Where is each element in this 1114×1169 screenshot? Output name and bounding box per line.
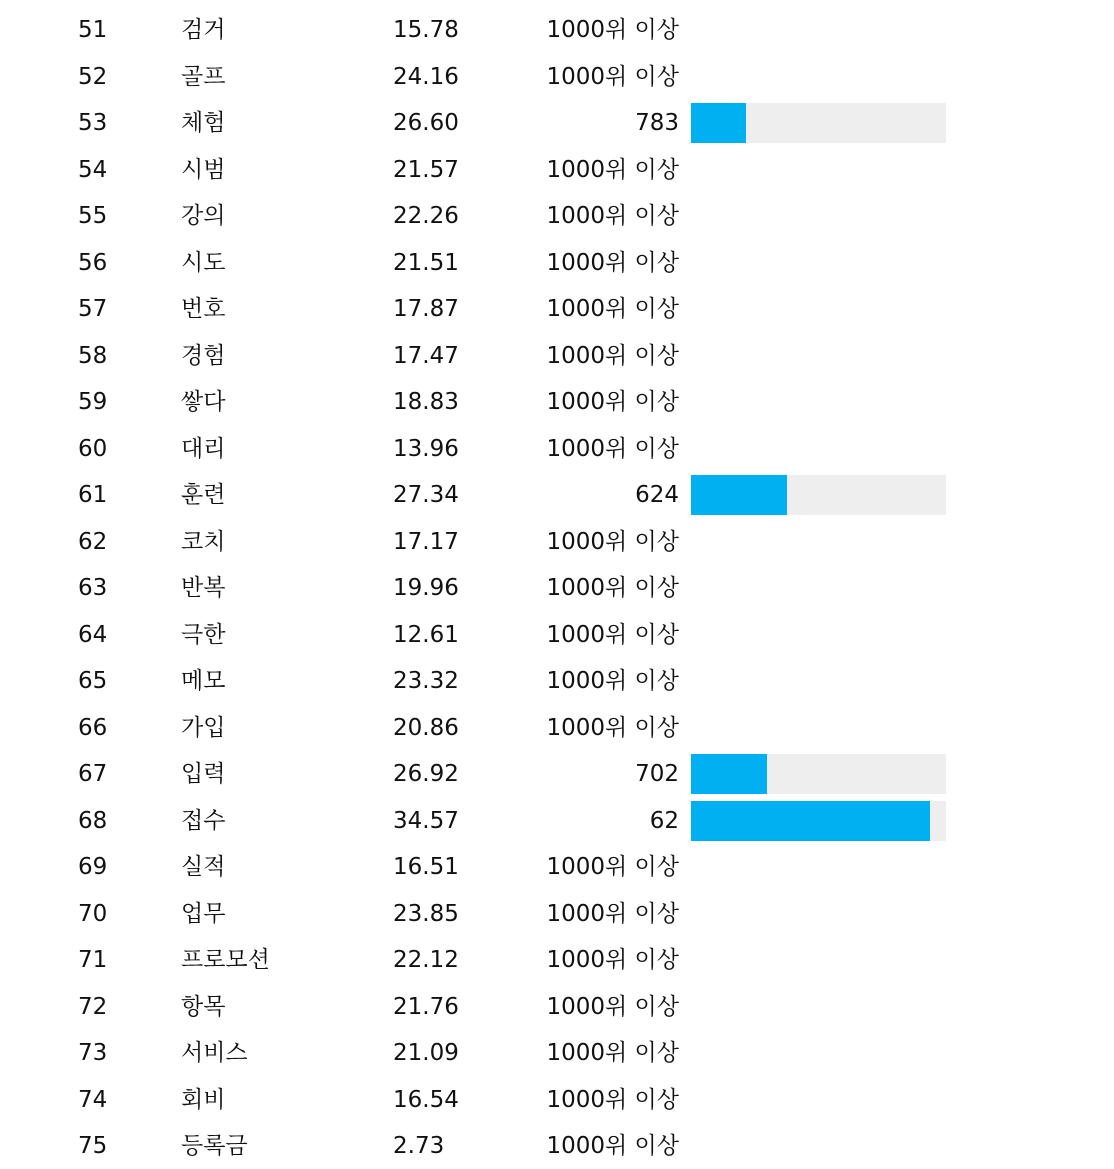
score-cell: 2.73 [393, 1133, 445, 1159]
row-number: 62 [78, 528, 108, 555]
row-number: 70 [78, 900, 108, 927]
keyword-cell: 강의 [181, 203, 226, 229]
score-cell: 17.87 [393, 296, 459, 322]
rank-cell: 1000위 이상 [546, 668, 679, 694]
rank-bar-fill [691, 475, 787, 515]
table-row [0, 984, 1114, 1030]
keyword-cell: 경험 [181, 342, 226, 369]
keyword-cell: 골프 [181, 63, 226, 90]
rank-cell: 1000위 이상 [546, 993, 679, 1020]
row-number: 54 [78, 156, 108, 183]
score-cell: 16.54 [393, 1086, 459, 1113]
row-number: 56 [78, 249, 108, 276]
score-cell: 17.47 [393, 342, 459, 369]
row-number: 72 [78, 993, 108, 1020]
row-number: 57 [78, 296, 108, 322]
row-number: 69 [78, 854, 108, 880]
rank-cell: 1000위 이상 [546, 575, 679, 601]
row-number: 51 [78, 17, 108, 43]
row-number: 59 [78, 389, 108, 415]
table-row [0, 147, 1114, 193]
score-cell: 23.32 [393, 668, 459, 694]
table-row [0, 1123, 1114, 1169]
score-cell: 22.26 [393, 203, 459, 229]
score-cell: 15.78 [393, 17, 459, 43]
row-number: 67 [78, 761, 108, 787]
table-row [0, 333, 1114, 379]
rank-bar-track [691, 754, 946, 794]
table-row [0, 54, 1114, 100]
table-row [0, 286, 1114, 332]
keyword-cell: 접수 [181, 807, 226, 834]
table-row [0, 798, 1114, 844]
table-row [0, 565, 1114, 611]
rank-cell: 1000위 이상 [546, 1133, 679, 1159]
table-row [0, 658, 1114, 704]
table-row [0, 612, 1114, 658]
score-cell: 20.86 [393, 714, 459, 741]
score-cell: 18.83 [393, 389, 459, 415]
keyword-cell: 입력 [181, 761, 226, 787]
score-cell: 27.34 [393, 482, 459, 508]
rank-cell: 1000위 이상 [546, 203, 679, 229]
rank-cell: 1000위 이상 [546, 947, 679, 973]
keyword-cell: 메모 [181, 668, 226, 694]
score-cell: 13.96 [393, 435, 459, 462]
row-number: 71 [78, 947, 108, 973]
table-row [0, 1030, 1114, 1076]
row-number: 60 [78, 435, 108, 462]
row-number: 66 [78, 714, 108, 741]
keyword-cell: 실적 [181, 854, 226, 880]
table-row [0, 1077, 1114, 1123]
score-cell: 16.51 [393, 854, 459, 880]
table-row [0, 193, 1114, 239]
score-cell: 34.57 [393, 807, 459, 834]
table-row [0, 426, 1114, 472]
rank-cell: 702 [635, 761, 679, 787]
keyword-cell: 가입 [181, 714, 226, 741]
keyword-cell: 체험 [181, 110, 226, 136]
keyword-cell: 극한 [181, 621, 226, 648]
rank-cell: 1000위 이상 [546, 528, 679, 555]
keyword-cell: 대리 [181, 435, 226, 462]
keyword-cell: 검거 [181, 17, 226, 43]
keyword-cell: 코치 [181, 528, 226, 555]
keyword-cell: 훈련 [181, 482, 226, 508]
keyword-cell: 반복 [181, 575, 226, 601]
row-number: 74 [78, 1086, 108, 1113]
keyword-cell: 회비 [181, 1086, 226, 1113]
table-row [0, 705, 1114, 751]
keyword-cell: 번호 [181, 296, 226, 322]
rank-bar-fill [691, 754, 767, 794]
rank-cell: 783 [635, 110, 679, 136]
table-row [0, 844, 1114, 890]
row-number: 64 [78, 621, 108, 648]
row-number: 65 [78, 668, 108, 694]
score-cell: 21.57 [393, 156, 459, 183]
rank-bar-fill [691, 103, 746, 143]
keyword-cell: 시도 [181, 249, 226, 276]
rank-cell: 1000위 이상 [546, 714, 679, 741]
row-number: 75 [78, 1133, 108, 1159]
row-number: 61 [78, 482, 108, 508]
keyword-cell: 업무 [181, 900, 226, 927]
table-row [0, 937, 1114, 983]
rank-cell: 1000위 이상 [546, 342, 679, 369]
rank-cell: 1000위 이상 [546, 389, 679, 415]
keyword-cell: 서비스 [181, 1040, 248, 1066]
score-cell: 12.61 [393, 621, 459, 648]
table-row [0, 751, 1114, 797]
keyword-cell: 쌓다 [181, 389, 226, 415]
score-cell: 21.09 [393, 1040, 459, 1066]
rank-cell: 624 [635, 482, 679, 508]
rank-cell: 1000위 이상 [546, 17, 679, 43]
row-number: 58 [78, 342, 108, 369]
rank-cell: 1000위 이상 [546, 1086, 679, 1113]
table-row [0, 240, 1114, 286]
rank-cell: 1000위 이상 [546, 621, 679, 648]
rank-bar-track [691, 801, 946, 841]
rank-cell: 62 [649, 807, 679, 834]
keyword-cell: 프로모션 [181, 947, 270, 973]
table-row [0, 472, 1114, 518]
score-cell: 21.76 [393, 993, 459, 1020]
score-cell: 24.16 [393, 63, 459, 90]
rank-bar-track [691, 103, 946, 143]
row-number: 53 [78, 110, 108, 136]
rank-cell: 1000위 이상 [546, 854, 679, 880]
score-cell: 21.51 [393, 249, 459, 276]
row-number: 68 [78, 807, 108, 834]
table-row [0, 891, 1114, 937]
rank-bar-fill [691, 801, 930, 841]
rank-cell: 1000위 이상 [546, 296, 679, 322]
row-number: 52 [78, 63, 108, 90]
score-cell: 22.12 [393, 947, 459, 973]
rank-cell: 1000위 이상 [546, 900, 679, 927]
keyword-cell: 항목 [181, 993, 226, 1020]
rank-cell: 1000위 이상 [546, 63, 679, 90]
score-cell: 17.17 [393, 528, 459, 555]
score-cell: 19.96 [393, 575, 459, 601]
row-number: 73 [78, 1040, 108, 1066]
score-cell: 26.60 [393, 110, 459, 136]
keyword-cell: 등록금 [181, 1133, 248, 1159]
row-number: 63 [78, 575, 108, 601]
rank-cell: 1000위 이상 [546, 156, 679, 183]
score-cell: 26.92 [393, 761, 459, 787]
table-row [0, 7, 1114, 53]
table-row [0, 519, 1114, 565]
table-row [0, 100, 1114, 146]
rank-cell: 1000위 이상 [546, 435, 679, 462]
score-cell: 23.85 [393, 900, 459, 927]
keyword-cell: 시범 [181, 156, 226, 183]
table-row [0, 379, 1114, 425]
rank-cell: 1000위 이상 [546, 1040, 679, 1066]
row-number: 55 [78, 203, 108, 229]
rank-bar-track [691, 475, 946, 515]
rank-cell: 1000위 이상 [546, 249, 679, 276]
